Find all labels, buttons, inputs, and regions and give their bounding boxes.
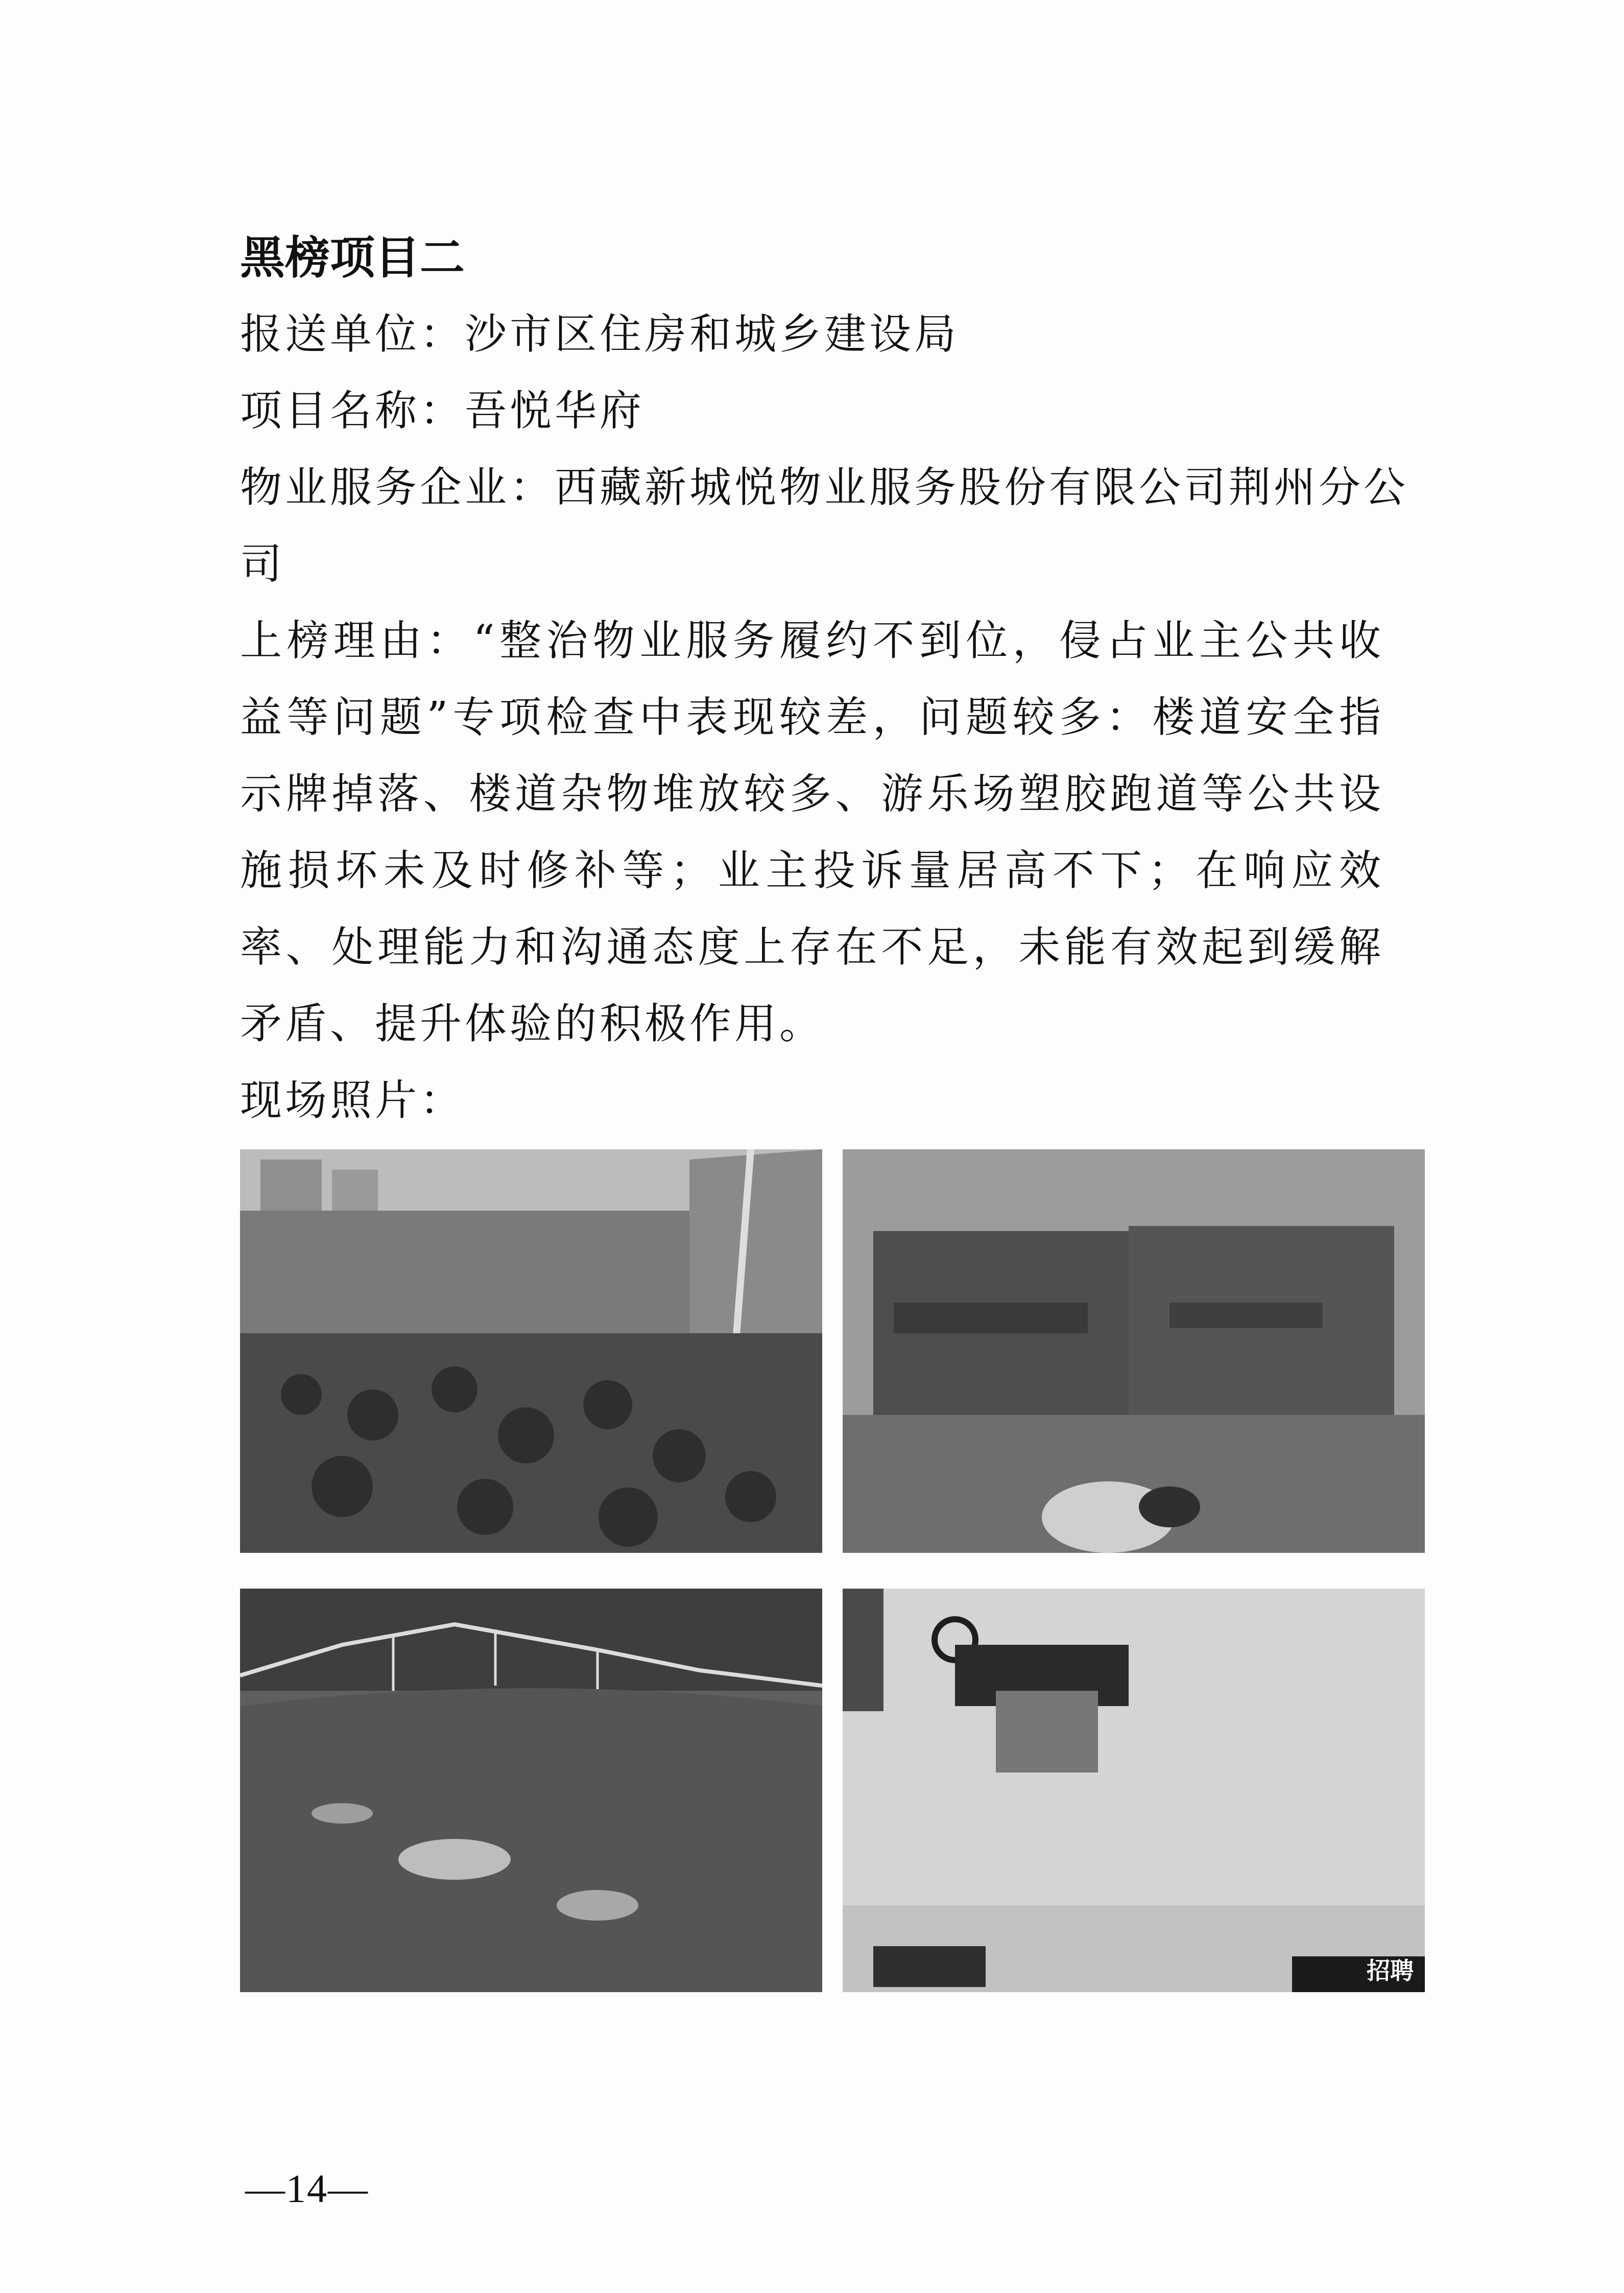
property-company-line2: 司 <box>240 540 285 588</box>
project-name: 项目名称：吾悦华府 <box>240 387 645 435</box>
photo-damaged-track <box>240 1589 822 1992</box>
reporting-unit: 报送单位：沙市区住房和城乡建设局 <box>240 310 960 359</box>
photo-stairwell-items <box>843 1589 1425 1992</box>
photos-label: 现场照片： <box>240 1076 465 1125</box>
property-company-line1: 物业服务企业：西藏新城悦物业服务股份有限公司荆州分公 <box>240 463 1409 512</box>
photo-overgrown-yard <box>240 1149 822 1553</box>
page-number: —14— <box>245 2166 369 2211</box>
reason-paragraph: 上榜理由：“整治物业服务履约不到位，侵占业主公共收益等问题”专项检查中表现较差，问题较多：楼道安全指示牌掉落、楼道杂物堆放较多、游乐场塑胶跑道等公共设施损坏未及时修补等；业主投诉量居高不下；在响应效率、处理能力和沟通态度上存在不足，未能有效起到缓解矛盾、提升体验的积极作用。 <box>240 617 1384 1048</box>
photo-clutter-corridor <box>843 1149 1425 1553</box>
text-block <box>240 220 1409 1139</box>
site-photos <box>240 1149 1425 2007</box>
recruitment-sign: 招聘 <box>1367 1957 1414 1984</box>
section-heading: 黑榜项目二 <box>240 231 465 284</box>
